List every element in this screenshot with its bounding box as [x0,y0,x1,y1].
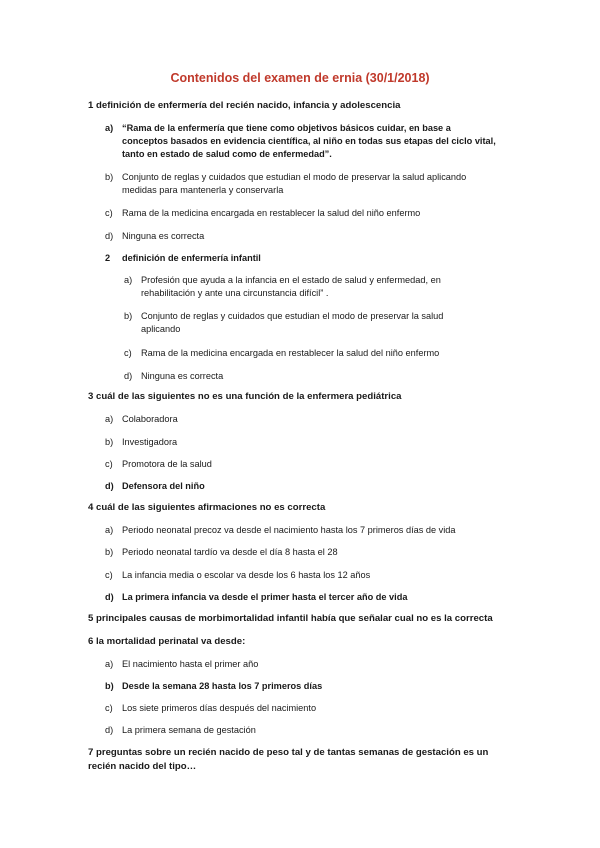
question-1: 1 definición de enfermería del recién nacido, infancia y adolescencia [88,100,401,111]
option-label: a) [105,659,114,669]
option-label: b) [105,547,114,557]
option-text: medidas para mantenerla y conservarla [122,185,284,195]
option-label: c) [105,459,113,469]
option-text: Colaboradora [122,414,178,424]
option-label: c) [105,570,113,580]
option-label: b) [105,681,114,691]
option-label: a) [105,414,114,424]
option-text: Conjunto de reglas y cuidados que estudian el modo de preservar la salud [141,311,444,321]
question-7-line2: recién nacido del tipo… [88,761,197,772]
option-text: Ninguna es correcta [122,231,205,241]
option-text: Promotora de la salud [122,459,212,469]
option-label: d) [105,592,114,602]
question-6: 6 la mortalidad perinatal va desde: [88,636,246,647]
option-text: Desde la semana 28 hasta los 7 primeros días [122,681,323,691]
option-text: La infancia media o escolar va desde los 6 hasta los 12 años [122,570,371,580]
option-label: a) [124,275,133,285]
option-text: El nacimiento hasta el primer año [122,659,259,669]
option-text: La primera infancia va desde el primer hasta el tercer año de vida [122,592,408,602]
option-text: Conjunto de reglas y cuidados que estudian el modo de preservar la salud aplicando [122,172,467,182]
option-label: b) [105,437,114,447]
question-5: 5 principales causas de morbimortalidad infantil había que señalar cual no es la correcta [88,613,493,624]
option-label: d) [105,725,114,735]
option-label: c) [105,703,113,713]
option-text: Periodo neonatal tardío va desde el día 8 hasta el 28 [122,547,338,557]
question-number: 2 [105,253,111,263]
question-text: definición de enfermería infantil [122,253,261,263]
option-text: tanto en estado de salud como de enfermedad”. [122,149,332,159]
option-label: a) [105,525,114,535]
option-text: Periodo neonatal precoz va desde el nacimiento hasta los 7 primeros días de vida [122,525,456,535]
option-text: Ninguna es correcta [141,371,224,381]
question-7: 7 preguntas sobre un recién nacido de peso tal y de tantas semanas de gestación es un [88,747,489,758]
question-3: 3 cuál de las siguientes no es una función de la enfermera pediátrica [88,391,402,402]
option-text: “Rama de la enfermería que tiene como objetivos básicos cuidar, en base a [122,123,451,133]
option-label: d) [105,231,114,241]
option-text: La primera semana de gestación [122,725,256,735]
option-text: Rama de la medicina encargada en restablecer la salud del niño enfermo [141,348,440,358]
option-label: c) [124,348,132,358]
document-title: Contenidos del examen de ernia (30/1/2018) [170,71,430,85]
option-text: Profesión que ayuda a la infancia en el estado de salud y enfermedad, en [141,275,441,285]
option-text: Rama de la medicina encargada en restablecer la salud del niño enfermo [122,208,421,218]
question-4: 4 cuál de las siguientes afirmaciones no es correcta [88,502,326,513]
option-label: a) [105,123,114,133]
option-label: d) [124,371,133,381]
option-label: b) [124,311,133,321]
option-text: Defensora del niño [122,481,205,491]
option-text: Investigadora [122,437,178,447]
option-text: aplicando [141,324,181,334]
option-text: rehabilitación y ante una circunstancia difícil” . [141,288,329,298]
option-text: Los siete primeros días después del nacimiento [122,703,317,713]
option-label: d) [105,481,114,491]
option-text: conceptos basados en evidencia científica, al niño en todas sus etapas del ciclo vital, [122,136,496,146]
option-label: c) [105,208,113,218]
option-label: b) [105,172,114,182]
